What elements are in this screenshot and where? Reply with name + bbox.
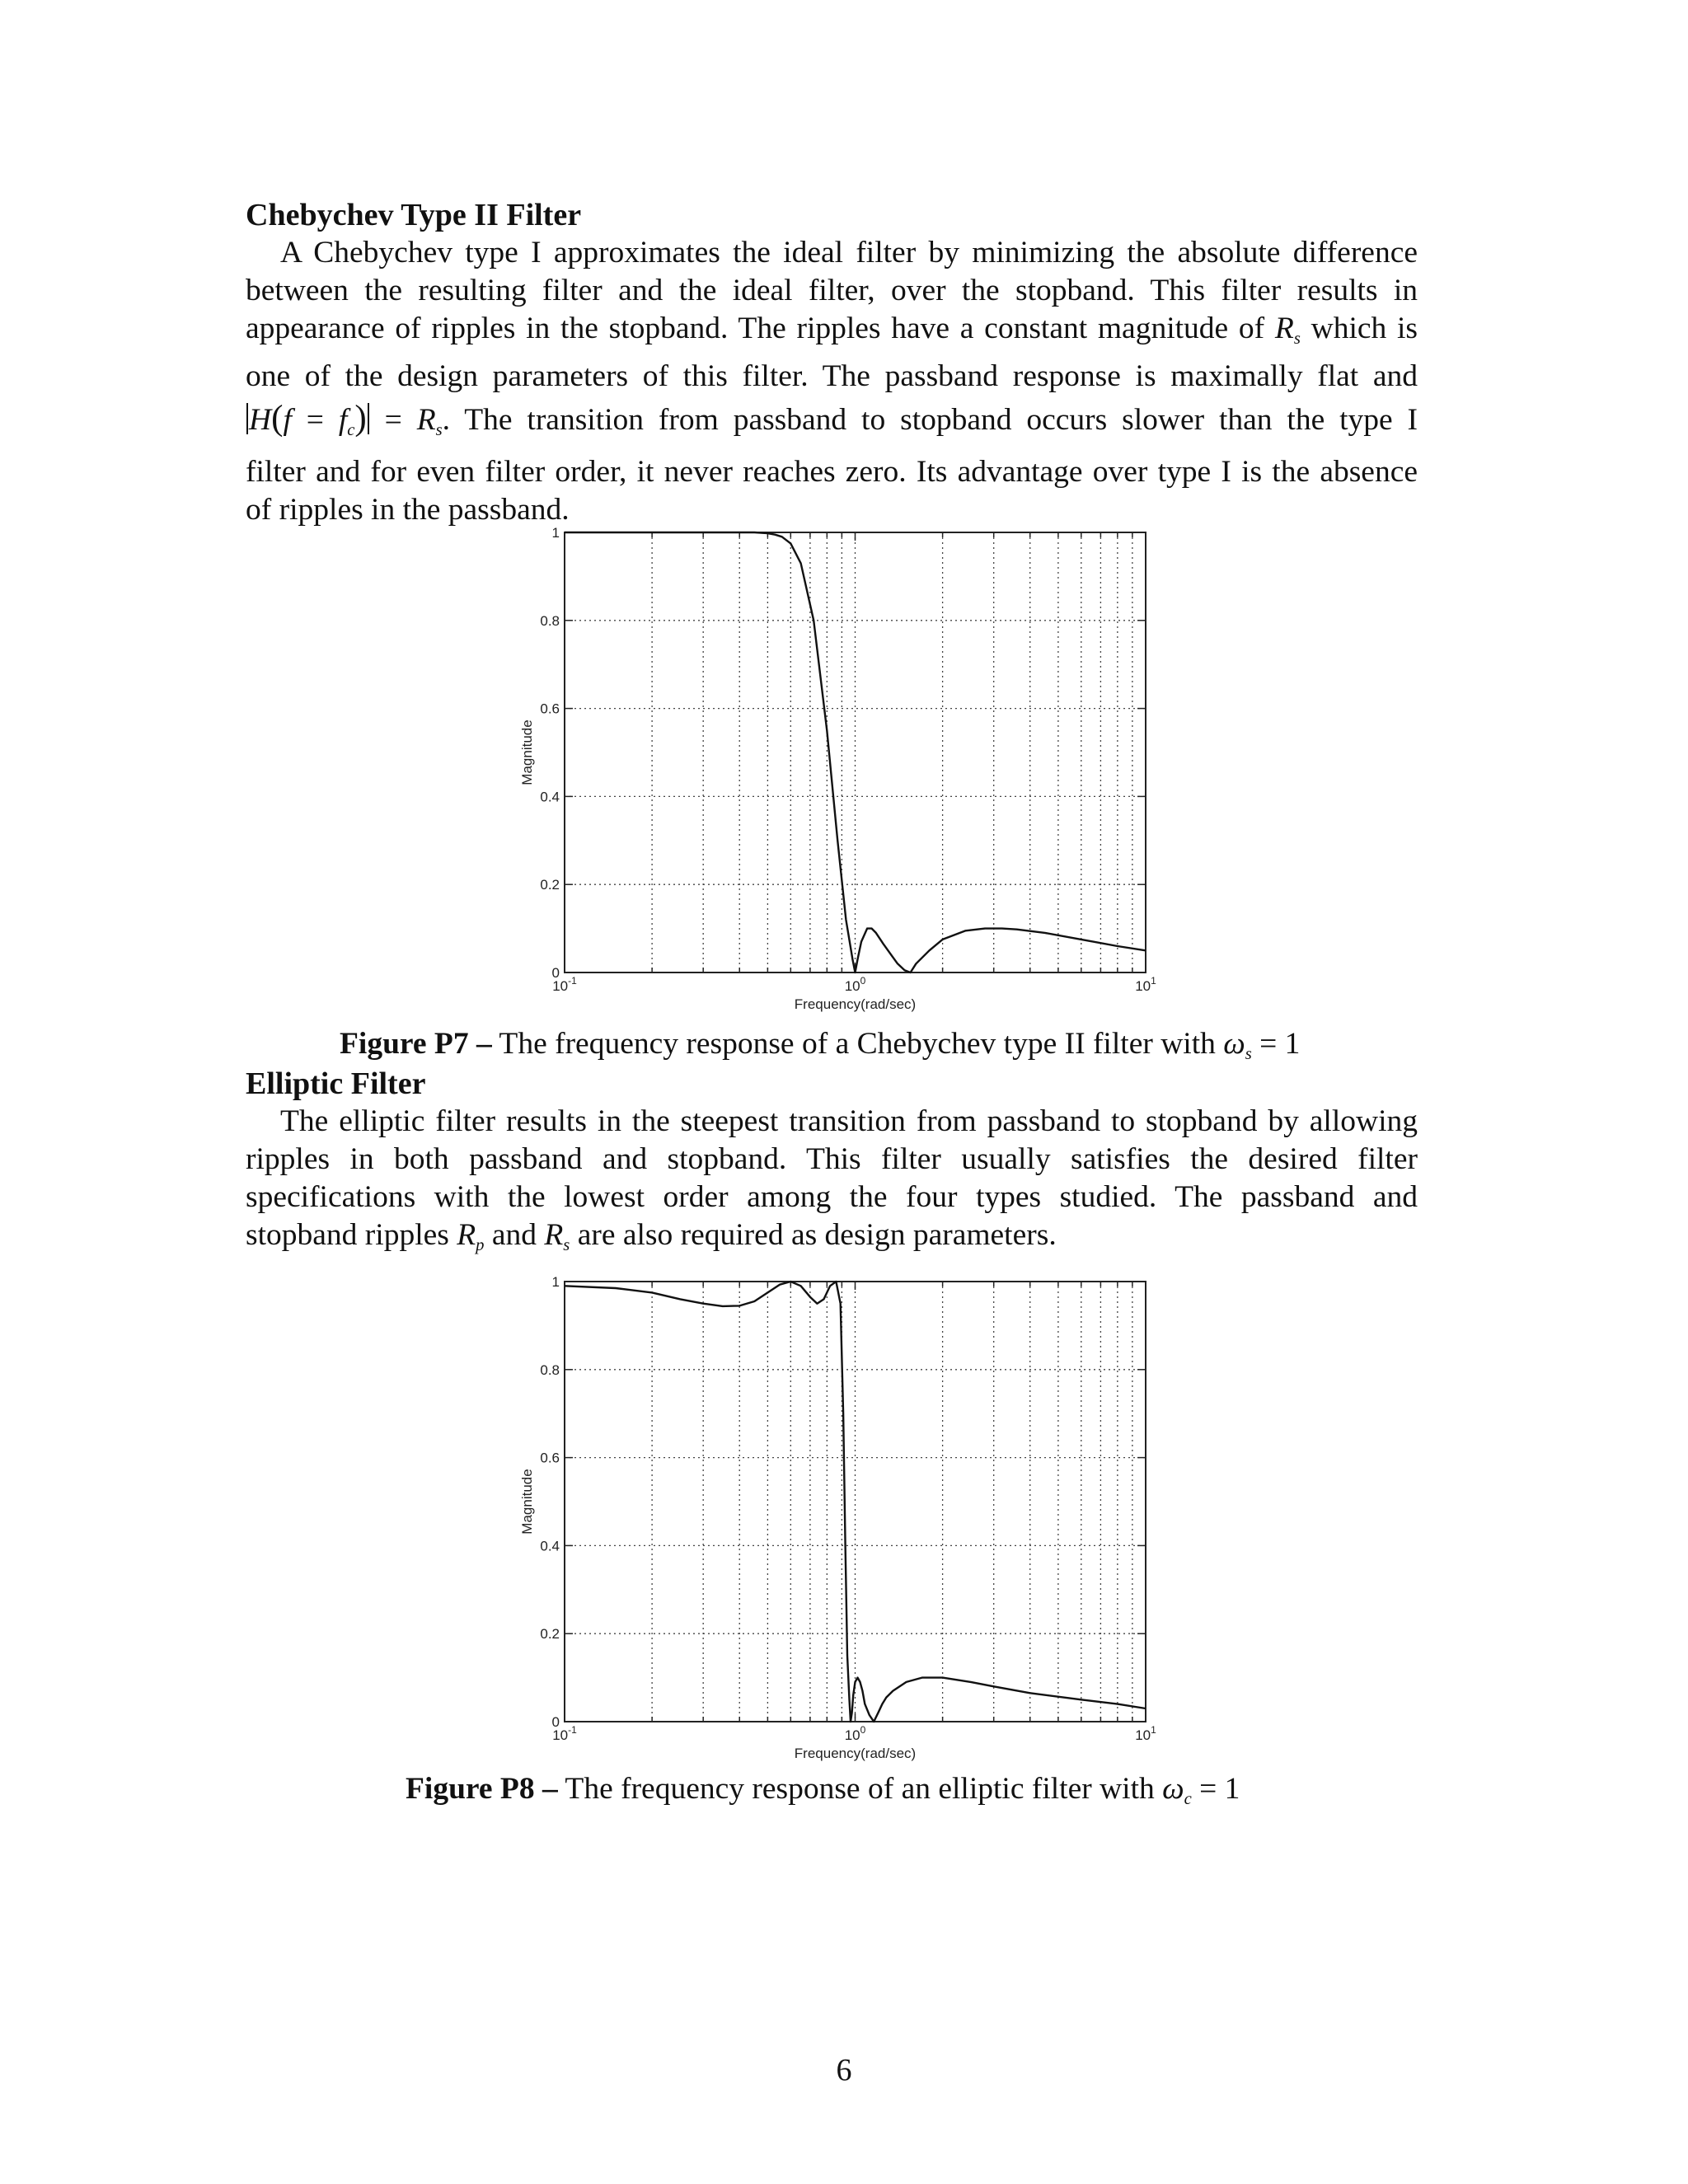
section-heading-elliptic: Elliptic Filter (246, 1066, 426, 1101)
text-line: one of the design parameters of this filter. The passband response is maximally flat and (246, 359, 1418, 394)
math-Rs: $R_s$ (544, 1218, 570, 1255)
x-tick-label: $10^{-1}$ (552, 1724, 577, 1743)
text-line: ripples in both passband and stopband. This filter usually satisfies the desired filter (246, 1142, 1418, 1176)
y-tick-label: 0.6 (540, 1450, 560, 1466)
cheby2-paragraph (246, 234, 1418, 529)
text-line: specifications with the lowest order among the four types studied. The passband and (246, 1180, 1418, 1214)
section-heading-cheby2: Chebychev Type II Filter (246, 198, 582, 232)
text-fragment: appearance of ripples in the stopband. The ripples have a constant magnitude of (246, 312, 1265, 345)
x-tick-label: $10^0$ (844, 1724, 866, 1743)
caption-text: The frequency response of a Chebychev type II filter with (499, 1027, 1216, 1061)
plot-frame (565, 532, 1146, 972)
math-omega-c: $\omega_c$ (1162, 1772, 1192, 1809)
math-eq: = 1 (1199, 1772, 1240, 1806)
math-H-abs: $H(f = f_c) = R_s$ (246, 403, 443, 437)
text-line: A Chebychev type I approximates the ideal filter by minimizing the absolute difference (280, 236, 1418, 269)
x-tick-label: $10^0$ (844, 975, 866, 994)
text-line (246, 396, 1418, 453)
y-tick-label: 1 (551, 1274, 560, 1290)
cheby2-section (246, 196, 1418, 529)
x-tick-label: $10^1$ (1135, 1724, 1156, 1743)
elliptic-paragraph (246, 1103, 1418, 1264)
text-line: between the resulting filter and the ideal filter, over the stopband. This filter results in (246, 274, 1418, 307)
text-fragment: which is (1311, 312, 1418, 345)
series-line (565, 532, 1146, 972)
figure-label: Figure P7 – (340, 1027, 492, 1061)
figure-label: Figure P8 – (406, 1772, 558, 1806)
chart-p8 (511, 1273, 1162, 1768)
x-axis-label: Frequency(rad/sec) (794, 996, 917, 1012)
text-line: filter and for even filter order, it never reaches zero. Its advantage over type I is the absence (246, 455, 1418, 490)
y-tick-label: 1 (551, 525, 560, 541)
y-axis-label: Magnitude (519, 1469, 535, 1535)
text-fragment: . The transition from passband to stopband occurs slower than the type I (442, 403, 1418, 438)
math-Rp: $R_p$ (457, 1218, 485, 1255)
y-tick-label: 0.6 (540, 701, 560, 717)
y-tick-label: 0.2 (540, 1626, 560, 1643)
figure-p7 (511, 524, 1162, 1023)
elliptic-section (246, 1065, 1418, 1264)
chart-p7 (511, 524, 1162, 1019)
grid (565, 532, 1146, 972)
ticks (565, 532, 1146, 972)
math-Rs: $R_s$ (1274, 312, 1301, 349)
ticks (565, 1282, 1146, 1722)
y-tick-label: 0 (551, 1714, 560, 1730)
x-axis-label: Frequency(rad/sec) (794, 1746, 917, 1761)
grid (565, 1282, 1146, 1722)
page-number: 6 (836, 2053, 852, 2088)
x-tick-label: $10^{-1}$ (552, 975, 577, 994)
y-tick-label: 0.8 (540, 1361, 560, 1378)
text-line (246, 310, 1418, 358)
math-omega-s: $\omega_s$ (1223, 1027, 1252, 1064)
figure-p8-caption (406, 1770, 1240, 1818)
caption-text: The frequency response of an elliptic filter with (565, 1772, 1155, 1806)
y-tick-label: 0.4 (540, 1538, 560, 1554)
y-axis-label: Magnitude (519, 719, 535, 785)
series-line (565, 1282, 1146, 1722)
text-line: The elliptic filter results in the steepest transition from passband to stopband by allowing (280, 1104, 1418, 1138)
y-tick-label: 0 (551, 965, 560, 981)
y-tick-label: 0.8 (540, 612, 560, 629)
math-eq: = 1 (1259, 1027, 1301, 1061)
figure-p8 (511, 1273, 1162, 1772)
text-line: stopband ripples $R_p$ and $R_s$ are also required as design parameters. (246, 1218, 1057, 1255)
y-tick-label: 0.2 (540, 877, 560, 893)
y-tick-label: 0.4 (540, 789, 560, 805)
x-tick-label: $10^1$ (1135, 975, 1156, 994)
plot-frame (565, 1282, 1146, 1722)
text-line: of ripples in the passband. (246, 493, 570, 527)
